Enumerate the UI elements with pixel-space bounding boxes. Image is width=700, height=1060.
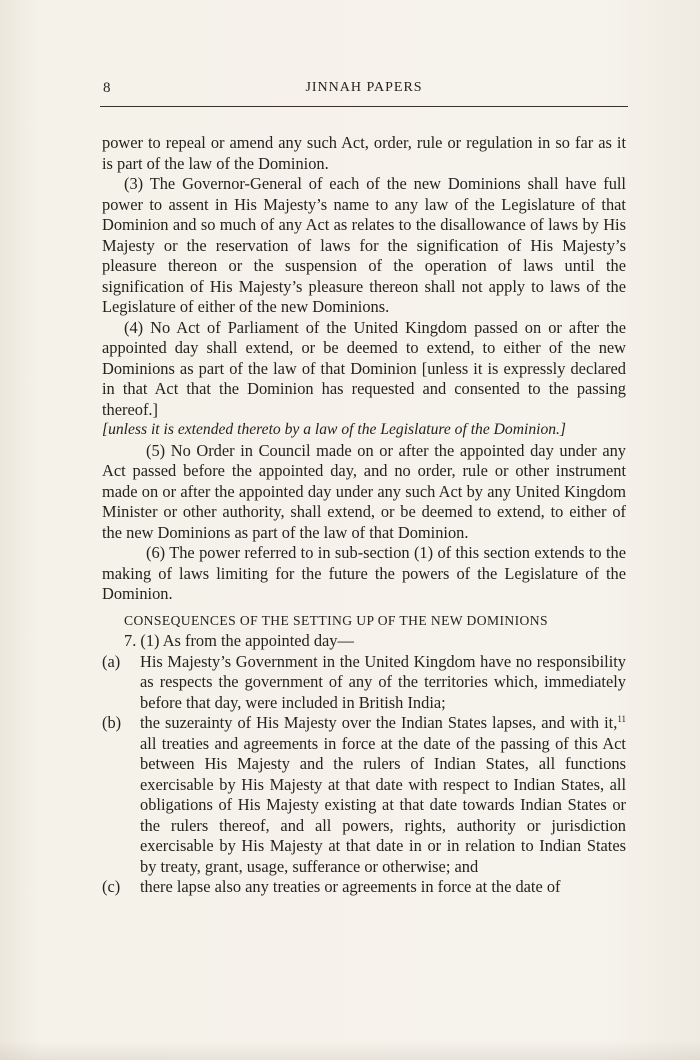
list-item-c	[102, 877, 626, 898]
list-item-label: (c)	[102, 877, 121, 896]
paragraph-subsection-4: (4) No Act of Parliament of the United Kingdom passed on or after the appointed day shall extend, or be deemed to extend, to either of the new Dominions as part of the law of that Dominion [unless it is expressly declared in that Act that the Dominion has requested and consented to the passing thereof.]	[102, 317, 626, 419]
list-item-text	[140, 713, 626, 876]
list-item-label: (b)	[102, 713, 122, 732]
list-item-b	[102, 713, 626, 877]
amendment-note: [unless it is extended thereto by a law of the Legislature of the Dominion.]	[102, 421, 567, 438]
paragraph-subsection-5: (5) No Order in Council made on or after the appointed day under any Act passed before the appointed day, and no order, rule or other instrument made on or after the appointed day under any such Act by any United Kingdom Minister or other authority, shall extend, or be deemed to extend, to either of the new Dominions as part of the law of that Dominion.	[102, 440, 626, 542]
list-item-text-part: all treaties and agreements in force at the date of the passing of this Act between His Majesty and the rulers of Indian States, all functions exercisable by His Majesty at that date with respect to Indian States, all obligations of His Majesty existing at that date towards Indian States or the rulers thereof, and all powers, rights, authority or jurisdiction exercisable by His Majesty at that date in or in relation to Indian States by treaty, grant, usage, sufferance or otherwise; and	[140, 733, 626, 876]
page-bottom-edge	[0, 1040, 700, 1060]
list-item-label: (a)	[102, 651, 121, 671]
footnote-reference: 11	[617, 714, 626, 724]
list-item-text: His Majesty’s Government in the United Kingdom have no responsibility as respects the government of any of the territories which, immediately before that day, were included in British India;	[140, 651, 626, 712]
section-heading: CONSEQUENCES OF THE SETTING UP OF THE NEW DOMINIONS	[124, 612, 548, 628]
list-item-a	[102, 652, 626, 714]
paragraph-subsection-6: (6) The power referred to in sub-section (1) of this section extends to the making of laws limiting for the future the powers of the Legislature of the Dominion.	[102, 543, 626, 603]
list-item-text: there lapse also any treaties or agreements in force at the date of	[140, 877, 561, 896]
running-head: JINNAH PAPERS	[305, 80, 423, 95]
page-header	[100, 80, 628, 107]
paragraph-continuation: power to repeal or amend any such Act, order, rule or regulation in so far as it is part of the law of the Dominion.	[102, 133, 626, 173]
paragraph-subsection-3: (3) The Governor-General of each of the new Dominions shall have full power to assent in His Majesty’s name to any law of the Legislature of that Dominion and so much of any Act as relates to the disallowance of laws by His Majesty or the reservation of laws for the signification of His Majesty’s pleasure thereon or the suspension of the operation of laws until the signification of His Majesty’s pleasure thereon shall not apply to laws of the Legislature of either of the new Dominions.	[102, 174, 626, 316]
section-intro: 7. (1) As from the appointed day—	[124, 631, 354, 650]
body-text	[102, 133, 626, 898]
list-item-text-part: the suzerainty of His Majesty over the Indian States lapses, and with it,	[140, 713, 618, 732]
page-number: 8	[103, 80, 111, 96]
